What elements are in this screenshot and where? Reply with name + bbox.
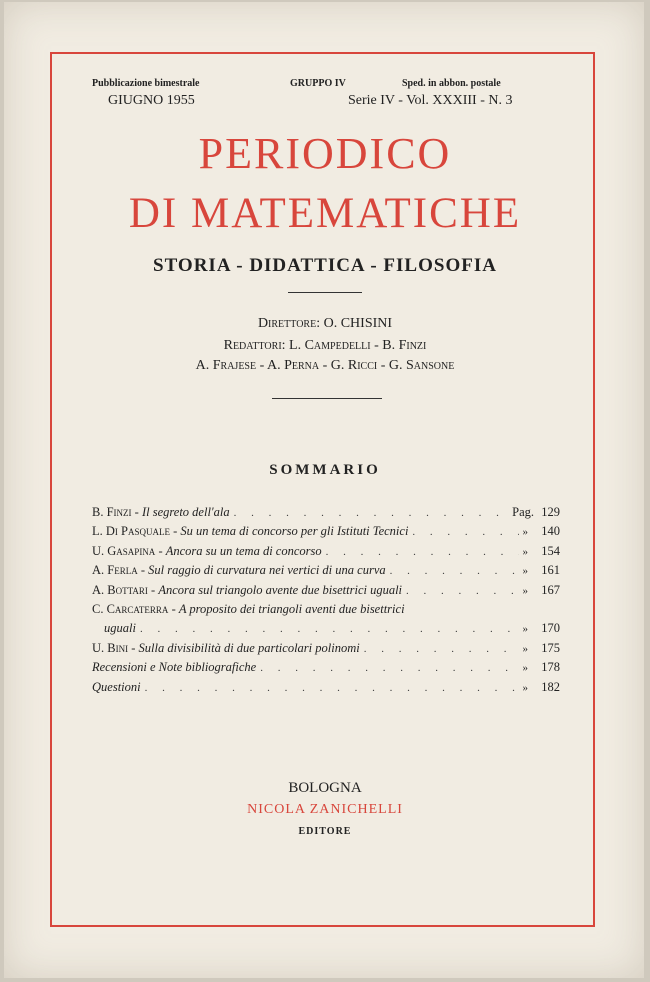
- divider-bottom: [272, 398, 382, 399]
- toc-entry: B. Finzi - Il segreto dell'ala . . . Pag. 129: [92, 505, 560, 524]
- series-volume: Serie IV - Vol. XXXIII - N. 3: [348, 93, 513, 108]
- group-label: GRUPPO IV: [290, 78, 346, 89]
- journal-title-line1: PERIODICO: [198, 129, 452, 178]
- toc-entry: A. Bottari - Ancora sul triangolo avente due bisettrici uguali . . . » 167: [92, 583, 560, 602]
- editors-line1: [0, 338, 650, 354]
- toc-entry: Recensioni e Note bibliografiche . . . » 178: [92, 660, 560, 679]
- publisher-name: NICOLA ZANICHELLI: [247, 802, 403, 817]
- publication-frequency: Pubblicazione bimestrale: [92, 78, 200, 89]
- publication-place: BOLOGNA: [288, 780, 362, 796]
- toc-entry: C. Carcaterra - A proposito dei triangoli aventi due bisettrici: [92, 601, 405, 616]
- toc-entry: A. Ferla - Sul raggio di curvatura nei vertici di una curva . . . » 161: [92, 563, 560, 582]
- toc-entry: U. Gasapina - Ancora su un tema di concorso . . . » 154: [92, 544, 560, 563]
- toc-entry: Questioni . . . » 182: [92, 680, 560, 699]
- director-label: Direttore:: [257, 316, 321, 331]
- editors-line2: A. Frajese - A. Perna - G. Ricci - G. Sansone: [195, 358, 455, 373]
- editors-names1: L. Campedelli - B. Finzi: [289, 338, 427, 353]
- issue-date: GIUGNO 1955: [108, 93, 195, 108]
- table-of-contents: [92, 505, 560, 699]
- journal-subtitle: STORIA - DIDATTICA - FILOSOFIA: [153, 255, 497, 276]
- toc-entry: U. Bini - Sulla divisibilità di due particolari polinomi . . . » 175: [92, 641, 560, 660]
- director-line: [0, 316, 650, 332]
- divider-top: [288, 292, 362, 293]
- director-name: O. CHISINI: [323, 316, 393, 331]
- publisher-label: EDITORE: [298, 826, 352, 837]
- postal-note: Sped. in abbon. postale: [402, 78, 501, 89]
- contents-heading: SOMMARIO: [269, 462, 381, 478]
- toc-entry-continued: uguali . . . » 170: [92, 621, 560, 640]
- toc-entry: L. Di Pasquale - Su un tema di concorso per gli Istituti Tecnici . . . » 140: [92, 524, 560, 543]
- journal-title-line2: DI MATEMATICHE: [128, 190, 522, 237]
- editors-label: Redattori:: [223, 338, 286, 353]
